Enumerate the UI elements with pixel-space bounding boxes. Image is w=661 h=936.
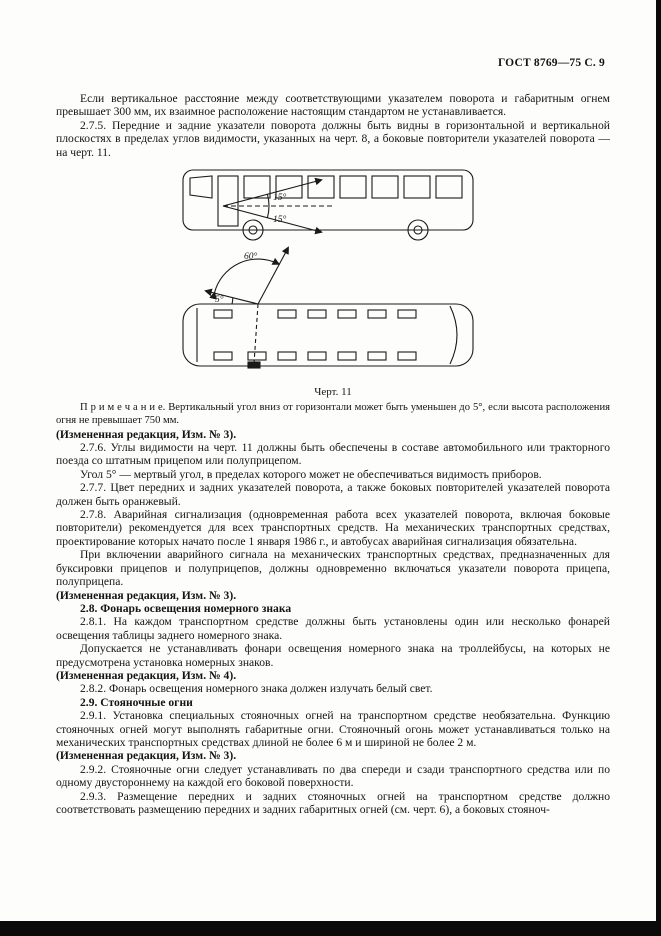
paragraph-2-8-2: 2.8.2. Фонарь освещения номерного знака должен излучать белый свет. [80,682,433,696]
bus-side-view [183,170,473,240]
paragraph-2-9-2: 2.9.2. Стояночные огни следует устанавливать по два спереди и сзади транспортного средства или по одному двустороннему на каждой его боковой поверхности. [56,762,610,790]
paragraph-hazard-signal: При включении аварийного сигнала на механических транспортных средствах, предназначенных для буксировки прицепов и полуприцепов, должны одновременно включаться указатели поворота прицепа, полуприцепа. [56,548,610,589]
paragraph-2-7-7: 2.7.7. Цвет передних и задних указателей поворота, а также боковых повторителей указателей поворота должен быть оранжевый. [56,481,610,508]
page-header-doc-ref: ГОСТ 8769—75 С. 9 [497,57,605,69]
document-body [56,92,610,816]
paragraph-2-7-5: 2.7.5. Передние и задние указатели поворота должны быть видны в горизонтальной и вертикальной плоскостях в пределах углов видимости, указанных на черт. 8, а боковые повторители указателей поворота — на черт. 11. [56,118,610,159]
vertical-angle-down-label: 15° [273,215,287,226]
figure-caption: Черт. 11 [314,386,352,399]
amendment-note-izm-3c: (Измененная редакция, Изм. № 3). [56,749,237,763]
paragraph-dead-angle: Угол 5° — мертвый угол, в пределах которого может не обеспечиваться видимость приборов. [80,467,542,481]
horizontal-angle-60-label: 60° [244,252,258,263]
bus-top-view [183,304,473,368]
paragraph-vertical-distance: Если вертикальное расстояние между соответствующими указателем поворота и габаритным огнем превышает 300 мм, их взаимное расположение настоящим стандартом не устанавливается. [56,92,610,119]
paragraph-2-9-3: 2.9.3. Размещение передних и задних стояночных огней на транспортном средстве должно соответствовать размещению передних и задних габаритных огней (см. черт. 6), а боковых стояноч- [56,789,610,816]
paragraph-trolleybus-exception: Допускается не устанавливать фонари освещения номерного знака на троллейбусы, на которых не предусмотрена установка номерных знаков. [56,642,610,669]
section-heading-2-9: 2.9. Стояночные огни [80,695,193,709]
vertical-angle-up-label: 15° [273,193,287,204]
paragraph-2-8-1: 2.8.1. На каждом транспортном средстве должны быть установлены один или несколько фонарей освещения таблицы заднего номерного знака. [56,615,610,642]
paragraph-2-7-8: 2.7.8. Аварийная сигнализация (одновременная работа всех указателей поворота, включая боковые повторители) рекомендуется для всех транспортных средств. На механических транспортных средствах, проектирование которых начато после 1 января 1986 г., и автобусах аварийная сигнализация обязательна. [56,508,610,548]
paragraph-2-9-1: 2.9.1. Установка специальных стояночных огней на транспортном средстве необязательна. Функцию стояночных огней могут выполнять габаритные огни. Стояночный огонь может устанавливаться только на механических транспортных средствах длиной не более 6 м и шириной не более 2 м. [56,709,610,749]
dead-angle-5-label: 5° [215,295,224,306]
figure-bus-visibility-angles [56,164,610,399]
section-heading-2-8: 2.8. Фонарь освещения номерного знака [80,601,292,615]
horizontal-angle-fan [206,248,288,364]
amendment-note-izm-4: (Измененная редакция, Изм. № 4). [56,668,237,682]
paragraph-2-7-6: 2.7.6. Углы видимости на черт. 11 должны быть обеспечены в составе автомобильного или тракторного поезда со штатным прицепом или полуприцепом. [56,441,610,468]
note-paragraph: П р и м е ч а н и е. Вертикальный угол вниз от горизонтали может быть уменьшен до 5°, если высота расположения огня не превышает 750 мм. [56,402,610,427]
amendment-note-izm-3: (Измененная редакция, Изм. № 3). [56,427,237,441]
scan-artifact-bottom-edge [0,921,661,936]
bus-visibility-diagram [118,164,548,382]
scan-artifact-right-edge [656,0,661,936]
amendment-note-izm-3b: (Измененная редакция, Изм. № 3). [56,588,237,602]
